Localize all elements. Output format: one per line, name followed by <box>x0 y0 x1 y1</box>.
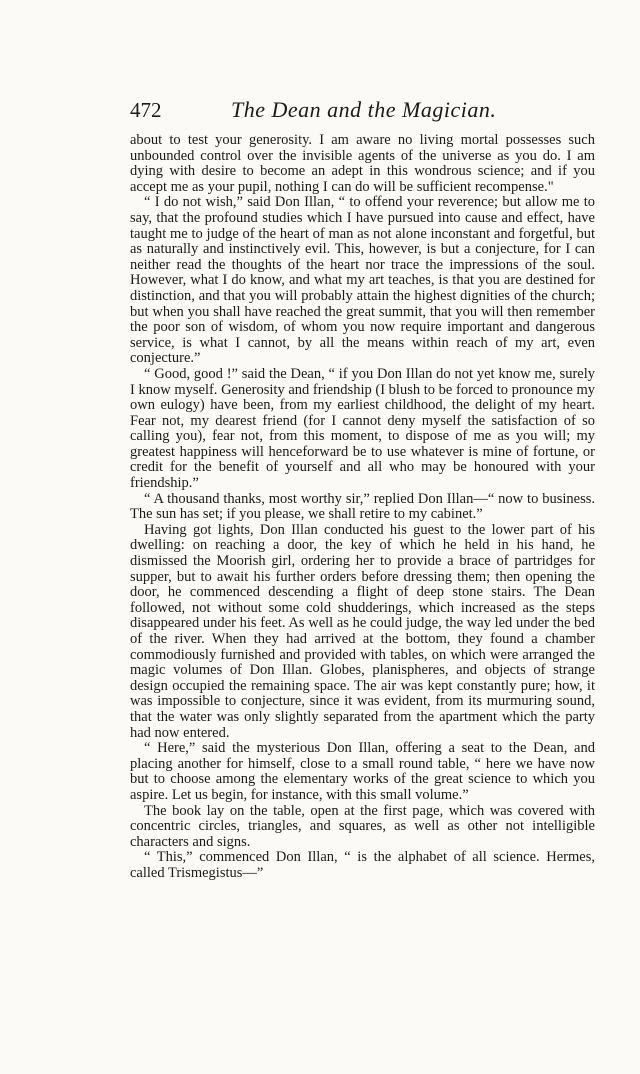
page-number: 472 <box>130 98 162 122</box>
paragraph: The book lay on the table, open at the first page, which was covered with concentric circles, triangles, and squares, as well as other not intelligible characters and signs. <box>130 802 595 850</box>
paragraph: Having got lights, Don Illan conducted his guest to the lower part of his dwelling: on reaching a door, the key of which he held in his hand, he dismissed the Moorish girl, ordering her to provide a brace of partridges for supper, but to await his further orders before dressing them; then opening the door, he commenced descending a flight of deep stone stairs. The Dean followed, not without some cold shudderings, which increased as the steps disappeared under his feet. As well as he could judge, the way led under the bed of the river. When they had arrived at the bottom, they found a chamber commodiously furnished and provided with tables, on which were arranged the magic volumes of Don Illan. Globes, planispheres, and objects of strange design occupied the remaining space. The air was kept constantly pure; how, it was impossible to conjecture, since it was evident, from its murmuring sound, that the water was only slightly separated from the apartment which the party had now entered. <box>130 521 595 741</box>
paragraph: “ This,” commenced Don Illan, “ is the alphabet of all science. Hermes, called Trismegistus—” <box>130 849 595 881</box>
page-header <box>130 98 595 124</box>
paragraph: “ Good, good !” said the Dean, “ if you Don Illan do not yet know me, surely I know myself. Generosity and friendship (I blush to be forced to pronounce my own eulogy) have been, from my earliest childhood, the delight of my heart. Fear not, my dearest friend (for I cannot deny myself the satisfaction of so calling you), fear not, from this moment, to dispose of me as you will; my greatest happiness will henceforward be to use whatever is mine of fortune, or credit for the benefit of yourself and all who may be honoured with your friendship.” <box>130 365 595 492</box>
paragraph: “ A thousand thanks, most worthy sir,” replied Don Illan—“ now to business. The sun has set; if you please, we shall retire to my cabinet.” <box>130 490 595 523</box>
paragraph: “ I do not wish,” said Don Illan, “ to offend your reverence; but allow me to say, that the profound studies which I have pursued into cause and effect, have taught me to judge of the heart of man as not alone inconstant and forgetful, but as naturally and instinctively evil. This, however, is but a conjecture, for I can neither read the thoughts of the heart nor trace the impressions of the soul. However, what I do know, and what my art teaches, is that you are destined for distinction, and that you will probably attain the highest dignities of the church; but when you shall have reached the great summit, that you will then remember the poor son of wisdom, of whom you now require important and dangerous service, is what I cannot, by all the means within reach of my art, even conjecture.” <box>130 194 595 367</box>
running-title: The Dean and the Magician. <box>231 97 497 122</box>
paragraph: about to test your generosity. I am aware no living mortal possesses such unbounded control over the invisible agents of the universe as you do. I am dying with desire to become an adept in this wondrous science; and if you accept me as your pupil, nothing I can do will be sufficient recompense." <box>130 132 595 195</box>
paragraph: “ Here,” said the mysterious Don Illan, offering a seat to the Dean, and placing another for himself, close to a small round table, “ here we have now but to choose among the elementary works of the great science to which you aspire. Let us begin, for instance, with this small volume.” <box>130 740 595 803</box>
body-text <box>130 133 595 882</box>
